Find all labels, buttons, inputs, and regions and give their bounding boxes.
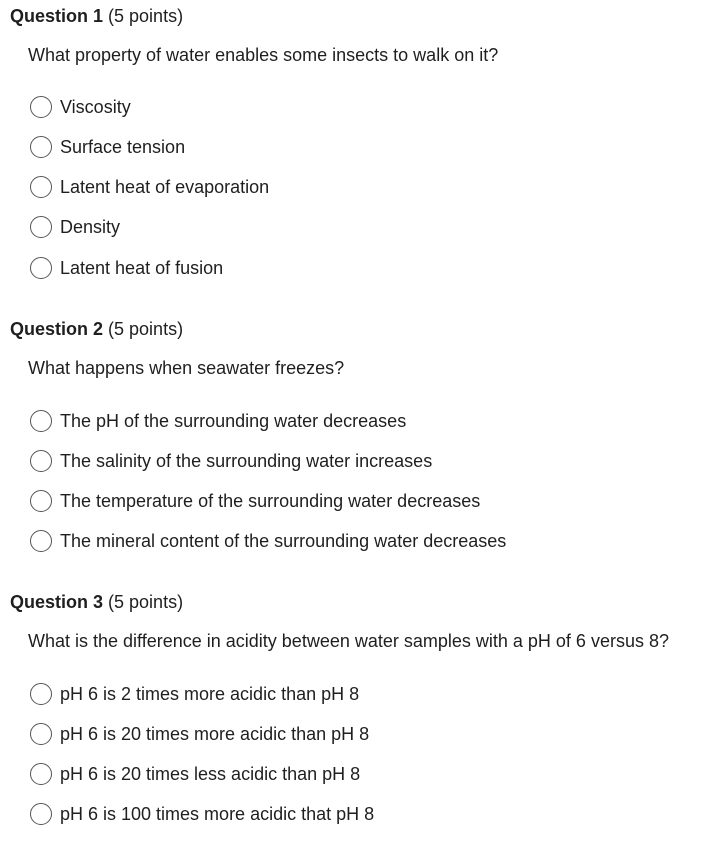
question-title: Question 2 <box>10 319 104 339</box>
question-prompt: What happens when seawater freezes? <box>28 358 345 378</box>
question-title: Question 3 <box>10 592 104 612</box>
radio-button[interactable] <box>30 96 52 118</box>
answer-label[interactable]: Viscosity <box>60 97 131 117</box>
answer-label[interactable]: Latent heat of evaporation <box>60 177 270 197</box>
answer-option[interactable] <box>30 721 369 747</box>
answer-option[interactable] <box>30 801 374 827</box>
answer-label[interactable]: The pH of the surrounding water decreases <box>60 411 407 431</box>
radio-button[interactable] <box>30 683 52 705</box>
answer-option[interactable] <box>30 528 506 554</box>
answer-option[interactable] <box>30 761 360 787</box>
answer-option[interactable] <box>30 134 185 160</box>
answer-label[interactable]: pH 6 is 2 times more acidic than pH 8 <box>60 684 360 704</box>
question-header <box>10 318 183 340</box>
radio-button[interactable] <box>30 257 52 279</box>
radio-button[interactable] <box>30 723 52 745</box>
radio-button[interactable] <box>30 530 52 552</box>
radio-button[interactable] <box>30 136 52 158</box>
radio-button[interactable] <box>30 410 52 432</box>
answer-label[interactable]: pH 6 is 20 times more acidic than pH 8 <box>60 724 370 744</box>
answer-label[interactable]: Density <box>60 217 121 237</box>
radio-button[interactable] <box>30 490 52 512</box>
answer-option[interactable] <box>30 448 432 474</box>
answer-option[interactable] <box>30 214 120 240</box>
question-prompt: What property of water enables some insects to walk on it? <box>28 45 499 65</box>
answer-label[interactable]: pH 6 is 20 times less acidic than pH 8 <box>60 764 361 784</box>
answer-label[interactable]: The mineral content of the surrounding water decreases <box>60 531 507 551</box>
question-header <box>10 591 183 613</box>
answer-option[interactable] <box>30 174 269 200</box>
question-header <box>10 5 183 27</box>
answer-option[interactable] <box>30 408 406 434</box>
answer-option[interactable] <box>30 255 223 281</box>
answer-label[interactable]: The temperature of the surrounding water decreases <box>60 491 481 511</box>
question-title: Question 1 <box>10 6 104 26</box>
answer-label[interactable]: Latent heat of fusion <box>60 258 224 278</box>
question-prompt: What is the difference in acidity between water samples with a pH of 6 versus 8? <box>28 631 669 651</box>
answer-option[interactable] <box>30 681 359 707</box>
question-points: (5 points) <box>108 6 184 26</box>
radio-button[interactable] <box>30 450 52 472</box>
answer-label[interactable]: pH 6 is 100 times more acidic that pH 8 <box>60 804 375 824</box>
answer-option[interactable] <box>30 94 131 120</box>
answer-label[interactable]: Surface tension <box>60 137 186 157</box>
radio-button[interactable] <box>30 803 52 825</box>
answer-option[interactable] <box>30 488 480 514</box>
radio-button[interactable] <box>30 216 52 238</box>
radio-button[interactable] <box>30 763 52 785</box>
question-points: (5 points) <box>108 319 184 339</box>
answer-label[interactable]: The salinity of the surrounding water increases <box>60 451 433 471</box>
question-points: (5 points) <box>108 592 184 612</box>
radio-button[interactable] <box>30 176 52 198</box>
